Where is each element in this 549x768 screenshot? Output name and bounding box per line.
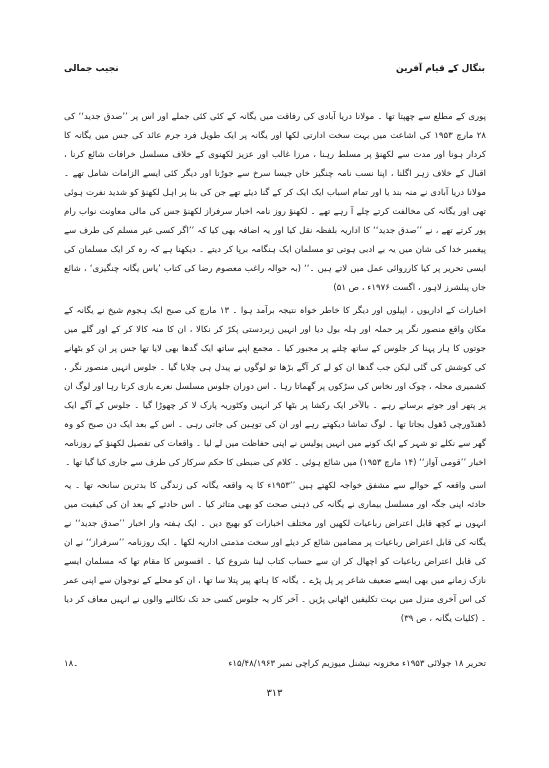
running-header: [64, 64, 485, 82]
footnote: [64, 656, 486, 672]
paragraph: اخبارات کے اداریوں ، اپیلوں اور دیگر کا خاطر خواہ نتیجہ برآمد ہوا ۔ ۱۳ مارچ کی صبح ایک ہجوم شیخ نے یگانہ کے مکان واقع منصور نگر پر حملہ اور ہلہ بول دیا اور انہیں زبردستی پکڑ کر نکالا ، ان کا منہ کالا کر کے اور گلے میں جوتوں کا ہار پہنا کر جلوس کے ساتھ چلنے پر مجبور کیا ۔ مجمع اپنے ساتھ ایک گدھا بھی لایا تھا جس پر ان کو بٹھانے کی کوشش کی گئی لیکن جب گدھا ان کو لے کر آگے بڑھا تو لوگوں نے پیدل ہی چلایا گیا ۔ جلوس انہیں منصور نگر ، کشمیری محلہ ، چوک اور نخاس کی سڑکوں پر گھماتا رہا ۔ اس دوران جلوس مسلسل نعرے بازی کرتا رہا اور لوگ ان پر پتھر اور جوتے برساتے رہے ۔ بالآخر ایک رکشا پر بٹھا کر انہیں وکٹوریہ پارک لا کر چھوڑا گیا ۔ جلوس کے آگے ایک ڈھنڈورچی ڈھول بجاتا تھا ۔ لوگ تماشا دیکھتے رہے اور ان کی توہین کی جاتی رہی ۔ اس کے بعد ایک دن صبح کو وہ گھر سے نکلے تو شہر کے ایک کونے میں انہیں پولیس نے اپنی حفاظت میں لے لیا ۔ واقعات کی تفصیل لکھنؤ کے روزنامہ اخبار ’’قومی آواز‘‘ (۱۴ مارچ ۱۹۵۳) میں شائع ہوئی ۔ کلام کی ضبطی کا حکم سرکار کی طرف سے جاری کیا گیا تھا ۔: [64, 306, 487, 468]
footnote-text: تحریر ۱۸ جولائی ۱۹۵۳ء مخزونہ نیشنل میوزیم کراچی نمبر ۱۵/۴۸/۱۹۶۳ء: [228, 659, 486, 669]
page-number: ۳۱۳: [266, 688, 283, 699]
header-title: بنگال کے قیام آفرین: [396, 64, 485, 74]
body-text: [64, 108, 486, 633]
header-author: نجیب جمالی: [64, 64, 119, 74]
paragraph: پوری کے مطلع سے چھپتا تھا ۔ مولانا دریا آبادی کی رفاقت میں یگانہ کے کئی کئی جملے اور اس پر ’’صدق جدید‘‘ کی ۲۸ مارچ ۱۹۵۳ کی اشاعت میں بہت سخت ادارتی لکھا اور یگانہ پر ایک طویل فرد جرم عائد کی جس میں یگانہ کا کردار ہونا اور مدت سے لکھنؤ پر مسلط رہنا ، مرزا غالب اور عزیز لکھنوی کے خلاف مسلسل خرافات شائع کرنا ، اقبال کے خلاف زہر اگلنا ، اپنا نسب نامہ چنگیز خاں جیسا سرخ سے جوڑنا اور دیگر کئی ایسے الزامات شامل تھے ۔ مولانا دریا آبادی نے منہ بند یا اور تمام اسباب ایک ایک کر کے گنا دیئے تھے جن کی بنا پر اہل لکھنؤ کو شدید نفرت ہوئی تھی اور یگانہ کی مخالفت کرتے چلے آ رہے تھے ۔ لکھنؤ روز نامہ اخبار سرفراز لکھنؤ جس کی مالی معاونت نواب رام پور کرتے تھے ، نے ’’صدق جدید‘‘ کا اداریہ بلفظہ نقل کیا اور یہ اضافہ بھی کیا کہ ’’اگر کسی غیر مسلم کی طرف سے پیغمبر خدا کی شان میں یہ بے ادبی ہوتی تو مسلمان ایک ہنگامہ برپا کر دیتے ۔ دیکھنا ہے کہ رہ کر ایک مسلمان کی ایسی تحریر پر کیا کارروائی عمل میں لاتے ہیں ۔‘‘ (بہ حوالہ راغب معصوم رضا کی کتاب ’یاس یگانہ چنگیزی‘ ، شائع جاں پبلشرز لاہور ، اگست ۱۹۷۶ء ، ص ۵۱): [64, 112, 486, 293]
paragraph: اسی واقعہ کے حوالے سے مشفق خواجہ لکھتے ہیں ’’۱۹۵۳ء کا یہ واقعہ یگانہ کی زندگی کا بدترین سانحہ تھا ۔ یہ حادثہ اپنی جگہ اور مسلسل بیماری نے یگانہ کی ذہنی صحت کو بھی متاثر کیا ۔ اس حادثے کے بعد ان کی کیفیت میں انہوں نے کچھ قابل اعتراض رباعیات لکھیں اور مختلف اخبارات کو بھیج دیں ۔ ایک ہفتہ وار اخبار ’’صدق جدید‘‘ نے یگانہ کی قابل اعتراض رباعیات پر مضامین شائع کر دیئے اور سخت مذمتی اداریہ لکھا ۔ ایک روزنامہ ’’سرفراز‘‘ نے ان کی قابل اعتراض رباعیات کو اچھال کر ان سے حساب کتاب لینا شروع کیا ۔ افسوس کا مقام تھا کہ مسلمان ایسے نازک زمانے میں بھی ایسے ضعیف شاعر پر پل پڑے ۔ یگانہ کا ہاتھ پیر پتلا سا تھا ، ان کو محلے کے نوجوان سے اپنی عمر کی اس آخری منزل میں بہت تکلیفیں اٹھانی پڑیں ۔ آخر کار یہ جلوس کسی حد تک نکالنے والوں نے انہیں معاف کر دیا ۔ (کلیات یگانہ ، ص ۳۹): [64, 481, 486, 624]
footnote-number: ۱۸۔: [64, 659, 79, 669]
